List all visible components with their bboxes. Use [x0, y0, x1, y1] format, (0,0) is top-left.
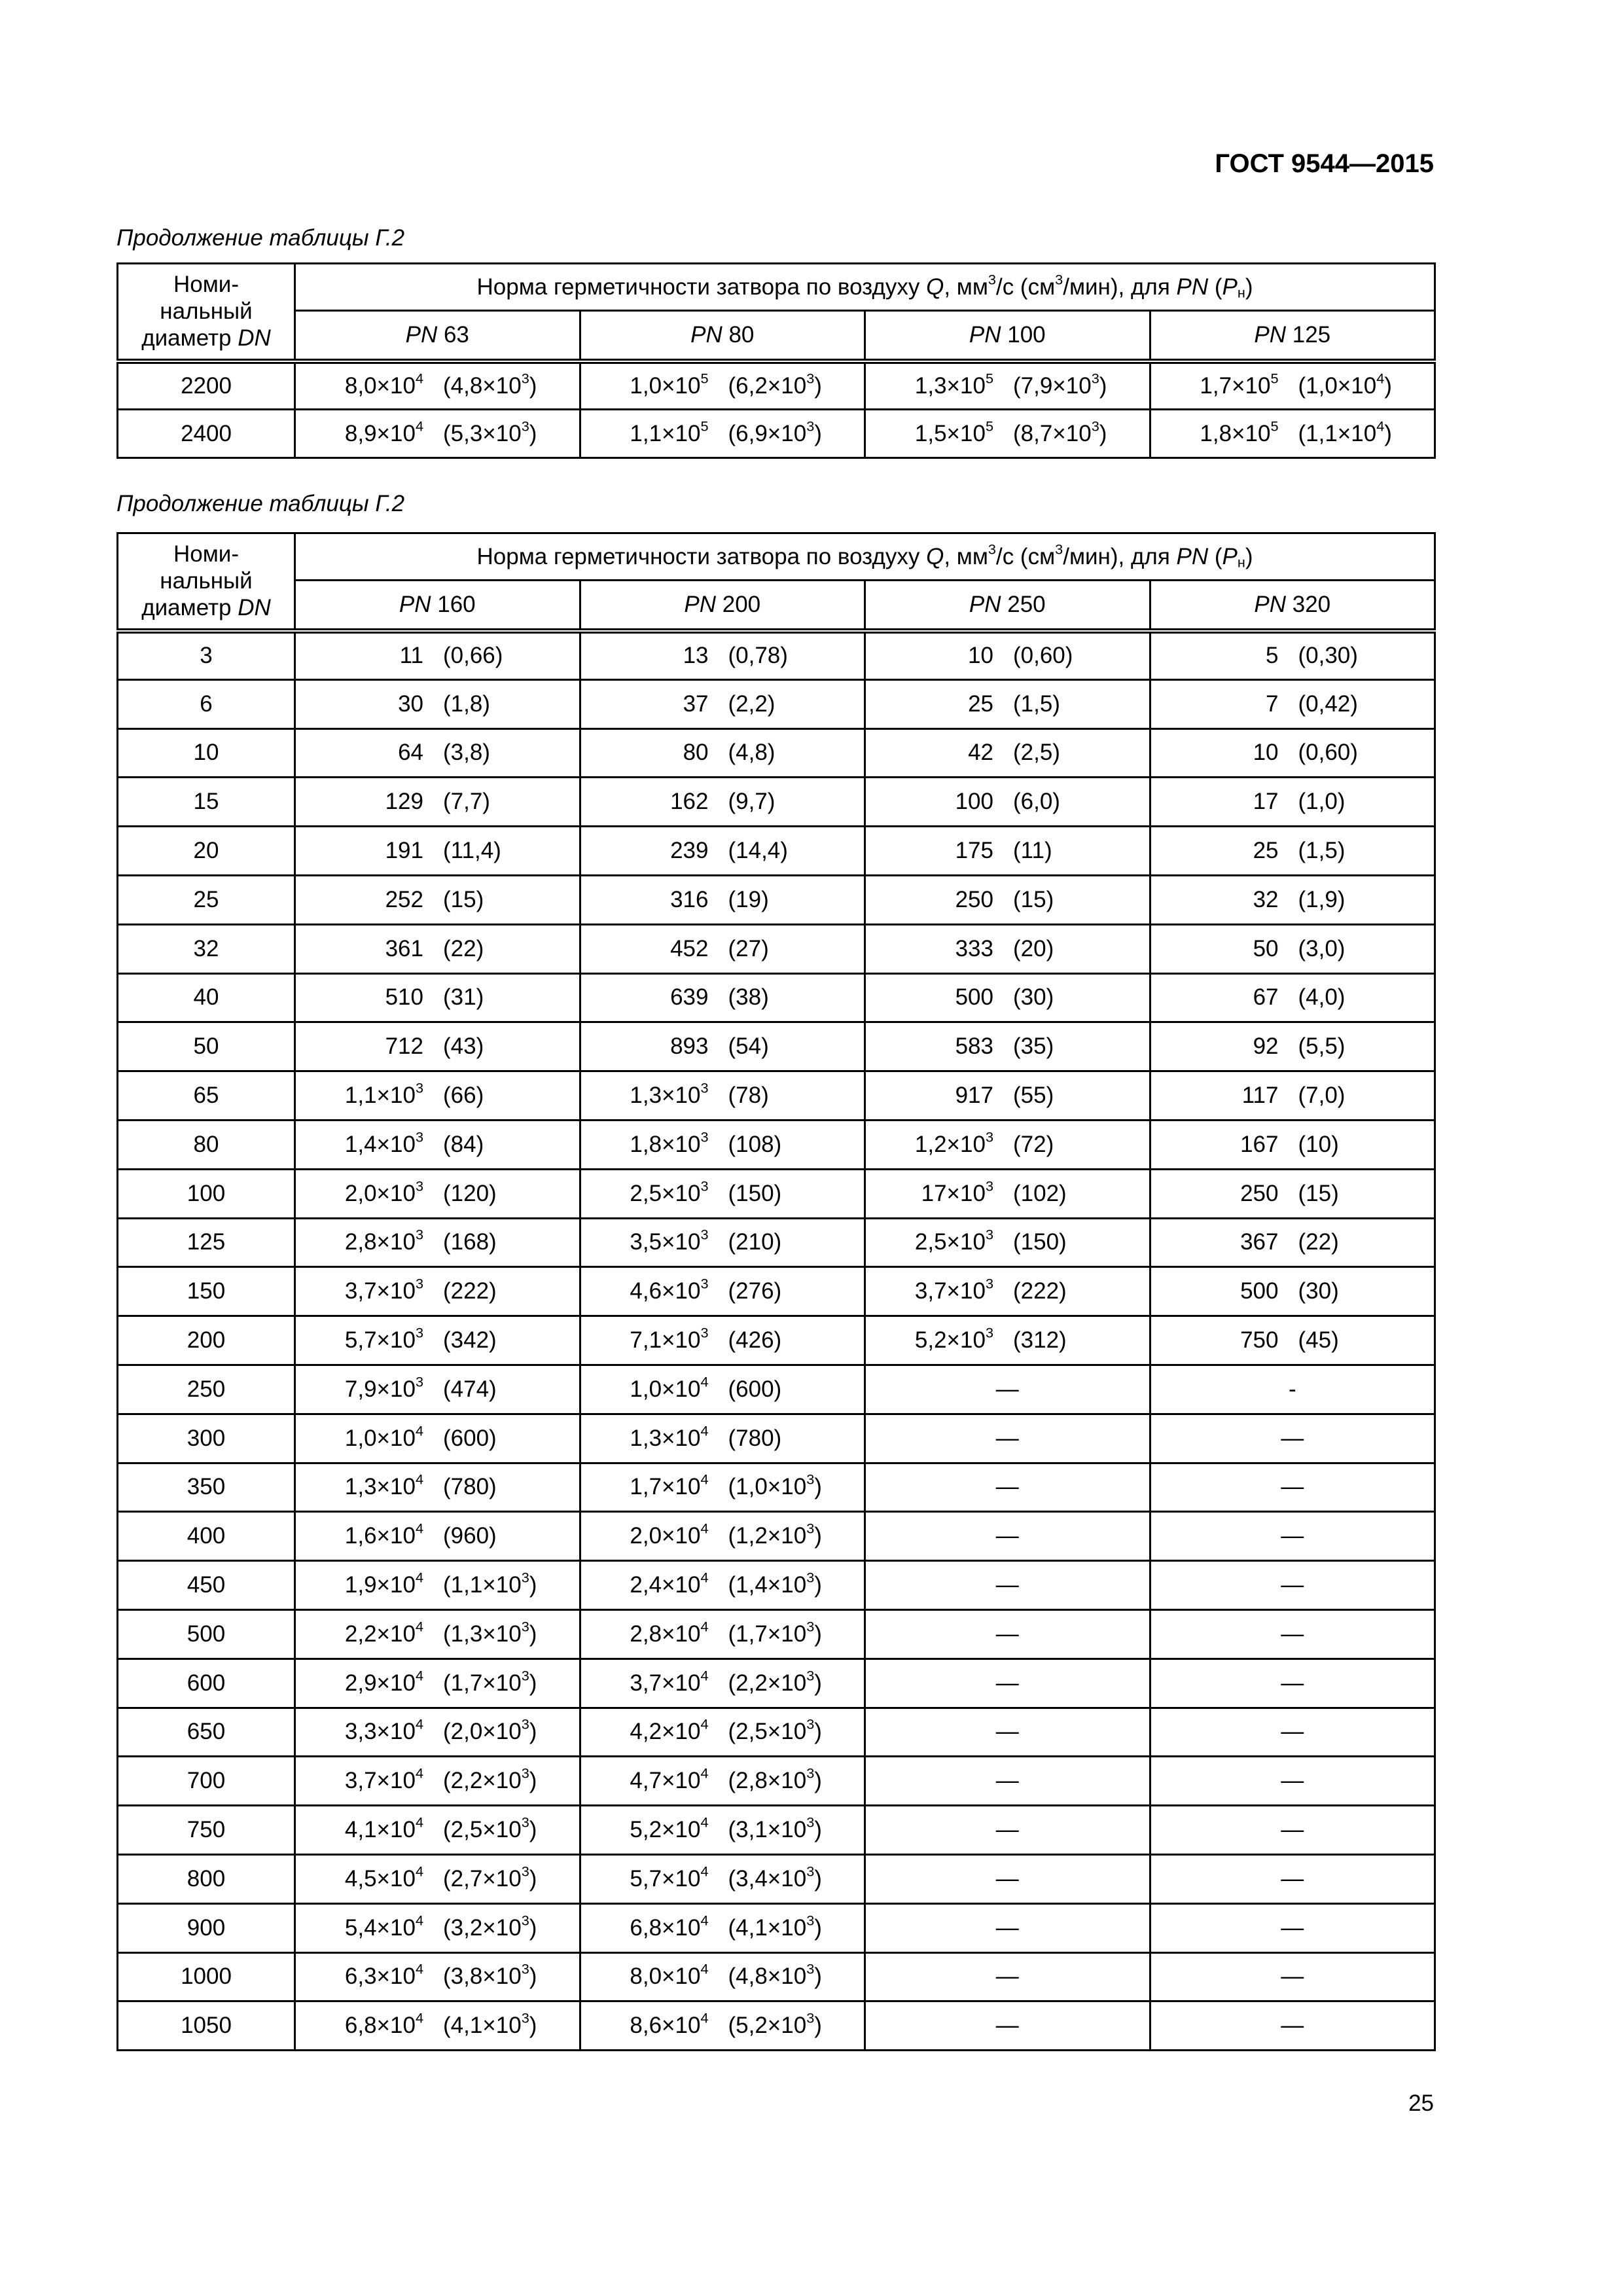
- leakage-value-cell: $2,8\times 10^4$ $(1,7\times 10^3)$: [580, 1609, 865, 1659]
- leakage-value-cell: 583 (35): [865, 1022, 1150, 1071]
- leakage-value-cell: $1,1\times 10^5$ $(6,9\times 10^3)$: [580, 410, 865, 458]
- leakage-value-cell: 639 (38): [580, 973, 865, 1022]
- leakage-value-cell: $3,3\times 10^4$ $(2,0\times 10^3)$: [295, 1708, 580, 1757]
- dn-cell: 500: [118, 1609, 295, 1659]
- table-row: [118, 1561, 1435, 1610]
- table-row: [118, 1609, 1435, 1659]
- table-row: [118, 728, 1435, 778]
- pn-column-header-1: PN 63: [295, 311, 580, 361]
- leakage-value-cell: —: [865, 1757, 1150, 1806]
- table-row: [118, 1316, 1435, 1365]
- dn-cell: 650: [118, 1708, 295, 1757]
- dn-cell: 40: [118, 973, 295, 1022]
- leakage-value-cell: 917 (55): [865, 1071, 1150, 1121]
- leakage-value-cell: $1,3\times 10^3$ (78): [580, 1071, 865, 1121]
- dn-cell: 250: [118, 1365, 295, 1414]
- dn-cell: 900: [118, 1903, 295, 1952]
- leakage-value-cell: $1,1\times 10^3$ (66): [295, 1071, 580, 1121]
- table2-body: [118, 631, 1435, 2051]
- table-row: [118, 2001, 1435, 2051]
- leakage-value-cell: $4,5\times 10^4$ $(2,7\times 10^3)$: [295, 1854, 580, 1903]
- leakage-value-cell: $5,7\times 10^4$ $(3,4\times 10^3)$: [580, 1854, 865, 1903]
- leakage-value-cell: 5 (0,30): [1150, 631, 1435, 680]
- pn-column-header-2: PN 200: [580, 581, 865, 631]
- leakage-value-cell: —: [1150, 1952, 1435, 2001]
- leakage-value-cell: $1,0\times 10^4$ (600): [295, 1414, 580, 1463]
- leakage-value-cell: —: [865, 1561, 1150, 1610]
- table-row: [118, 827, 1435, 876]
- leakage-value-cell: 250 (15): [1150, 1169, 1435, 1218]
- dn-cell: 15: [118, 778, 295, 827]
- dn-cell: 200: [118, 1316, 295, 1365]
- leakage-value-cell: 162 (9,7): [580, 778, 865, 827]
- leakage-value-cell: 361 (22): [295, 924, 580, 973]
- leakage-value-cell: 750 (45): [1150, 1316, 1435, 1365]
- leakage-value-cell: $2,4\times 10^4$ $(1,4\times 10^3)$: [580, 1561, 865, 1610]
- dn-cell: 150: [118, 1267, 295, 1316]
- leakage-value-cell: 500 (30): [865, 973, 1150, 1022]
- leakage-value-cell: —: [865, 1903, 1150, 1952]
- leakage-value-cell: $2,2\times 10^4$ $(1,3\times 10^3)$: [295, 1609, 580, 1659]
- leakage-value-cell: $5,2\times 10^3$ (312): [865, 1316, 1150, 1365]
- table-row: [118, 1365, 1435, 1414]
- leakage-value-cell: 11 (0,66): [295, 631, 580, 680]
- table-row: [118, 875, 1435, 924]
- leakage-value-cell: 92 (5,5): [1150, 1022, 1435, 1071]
- leakage-value-cell: $4,2\times 10^4$ $(2,5\times 10^3)$: [580, 1708, 865, 1757]
- dn-cell: 65: [118, 1071, 295, 1121]
- leakage-value-cell: 252 (15): [295, 875, 580, 924]
- leakage-value-cell: 167 (10): [1150, 1120, 1435, 1169]
- leakage-value-cell: $1,7\times 10^5$ $(1,0\times 10^4)$: [1150, 361, 1435, 410]
- leakage-value-cell: $6,8\times 10^4$ $(4,1\times 10^3)$: [295, 2001, 580, 2051]
- leakage-value-cell: $3,7\times 10^3$ (222): [295, 1267, 580, 1316]
- leakage-value-cell: $17\times 10^3$ (102): [865, 1169, 1150, 1218]
- pn-column-header-3: PN 100: [865, 311, 1150, 361]
- leakage-value-cell: $3,5\times 10^3$ (210): [580, 1218, 865, 1267]
- leakage-table-1: [116, 262, 1436, 459]
- leakage-value-cell: $1,2\times 10^3$ (72): [865, 1120, 1150, 1169]
- table-row: [118, 1218, 1435, 1267]
- leakage-value-cell: —: [865, 1414, 1150, 1463]
- leakage-table-2: [116, 532, 1436, 2051]
- leakage-value-cell: —: [1150, 1757, 1435, 1806]
- leakage-value-cell: $2,0\times 10^4$ $(1,2\times 10^3)$: [580, 1512, 865, 1561]
- dn-cell: 20: [118, 827, 295, 876]
- dn-cell: 32: [118, 924, 295, 973]
- table-row: [118, 1169, 1435, 1218]
- dn-cell: 1050: [118, 2001, 295, 2051]
- leakage-value-cell: -: [1150, 1365, 1435, 1414]
- leakage-value-cell: —: [1150, 1561, 1435, 1610]
- leakage-value-cell: —: [865, 1659, 1150, 1708]
- dn-cell: 300: [118, 1414, 295, 1463]
- leakage-value-cell: 10 (0,60): [865, 631, 1150, 680]
- leakage-value-cell: $4,7\times 10^4$ $(2,8\times 10^3)$: [580, 1757, 865, 1806]
- table1-caption: Продолжение таблицы Г.2: [116, 225, 405, 251]
- leakage-value-cell: $2,5\times 10^3$ (150): [865, 1218, 1150, 1267]
- pn-column-header-3: PN 250: [865, 581, 1150, 631]
- dn-cell: 2400: [118, 410, 295, 458]
- table-row: [118, 1854, 1435, 1903]
- leakage-value-cell: —: [865, 1806, 1150, 1855]
- leakage-value-cell: 175 (11): [865, 827, 1150, 876]
- leakage-value-cell: —: [1150, 1659, 1435, 1708]
- leakage-value-cell: —: [1150, 1854, 1435, 1903]
- dn-cell: 800: [118, 1854, 295, 1903]
- pn-header-row: [118, 311, 1435, 361]
- leakage-value-cell: —: [1150, 1512, 1435, 1561]
- dn-cell: 600: [118, 1659, 295, 1708]
- leakage-value-cell: —: [865, 1952, 1150, 2001]
- leakage-value-cell: $7,9\times 10^3$ (474): [295, 1365, 580, 1414]
- leakage-value-cell: $1,4\times 10^3$ (84): [295, 1120, 580, 1169]
- dn-cell: 350: [118, 1463, 295, 1512]
- leakage-value-cell: $8,0\times 10^4$ $(4,8\times 10^3)$: [295, 361, 580, 410]
- leakage-value-cell: 13 (0,78): [580, 631, 865, 680]
- table-row: [118, 1757, 1435, 1806]
- table-row: [118, 1952, 1435, 2001]
- table2-caption: Продолжение таблицы Г.2: [116, 491, 405, 516]
- leakage-value-cell: 367 (22): [1150, 1218, 1435, 1267]
- table-row: [118, 1071, 1435, 1121]
- leakage-value-cell: 893 (54): [580, 1022, 865, 1071]
- leakage-value-cell: $1,0\times 10^4$ (600): [580, 1365, 865, 1414]
- table-row: [118, 1022, 1435, 1071]
- dn-cell: 80: [118, 1120, 295, 1169]
- leakage-value-cell: 64 (3,8): [295, 728, 580, 778]
- pn-column-header-1: PN 160: [295, 581, 580, 631]
- dn-cell: 1000: [118, 1952, 295, 2001]
- pn-header-row: [118, 581, 1435, 631]
- leakage-value-cell: 452 (27): [580, 924, 865, 973]
- leakage-value-cell: $1,0\times 10^5$ $(6,2\times 10^3)$: [580, 361, 865, 410]
- table-row: [118, 1806, 1435, 1855]
- table-row: [118, 410, 1435, 458]
- leakage-value-cell: 7 (0,42): [1150, 679, 1435, 728]
- leakage-value-cell: 17 (1,0): [1150, 778, 1435, 827]
- leakage-value-cell: $1,8\times 10^5$ $(1,1\times 10^4)$: [1150, 410, 1435, 458]
- leakage-value-cell: —: [1150, 1414, 1435, 1463]
- leakage-value-cell: $8,9\times 10^4$ $(5,3\times 10^3)$: [295, 410, 580, 458]
- leakage-value-cell: 250 (15): [865, 875, 1150, 924]
- leakage-norm-header: Норма герметичности затвора по воздуху Q, $мм^3/с$ $(см^3/мин)$, для PN $(P_н)$: [295, 533, 1435, 581]
- table-row: [118, 1463, 1435, 1512]
- table-row: [118, 1903, 1435, 1952]
- leakage-value-cell: $2,0\times 10^3$ (120): [295, 1169, 580, 1218]
- table-row: [118, 1414, 1435, 1463]
- table-row: [118, 778, 1435, 827]
- dn-cell: 125: [118, 1218, 295, 1267]
- leakage-value-cell: —: [865, 1854, 1150, 1903]
- leakage-value-cell: —: [865, 1463, 1150, 1512]
- dn-cell: 25: [118, 875, 295, 924]
- leakage-value-cell: 316 (19): [580, 875, 865, 924]
- dn-cell: 450: [118, 1561, 295, 1610]
- dn-cell: 100: [118, 1169, 295, 1218]
- leakage-value-cell: $1,3\times 10^4$ (780): [580, 1414, 865, 1463]
- leakage-value-cell: $5,7\times 10^3$ (342): [295, 1316, 580, 1365]
- pn-column-header-4: PN 125: [1150, 311, 1435, 361]
- dn-cell: 700: [118, 1757, 295, 1806]
- dn-cell: 50: [118, 1022, 295, 1071]
- pn-column-header-2: PN 80: [580, 311, 865, 361]
- leakage-value-cell: 100 (6,0): [865, 778, 1150, 827]
- table-row: [118, 631, 1435, 680]
- table-row: [118, 1120, 1435, 1169]
- leakage-value-cell: $7,1\times 10^3$ (426): [580, 1316, 865, 1365]
- page-number: 25: [1408, 2090, 1434, 2116]
- leakage-value-cell: $2,8\times 10^3$ (168): [295, 1218, 580, 1267]
- leakage-value-cell: $2,9\times 10^4$ $(1,7\times 10^3)$: [295, 1659, 580, 1708]
- leakage-value-cell: 25 (1,5): [865, 679, 1150, 728]
- dn-cell: 10: [118, 728, 295, 778]
- leakage-value-cell: 239 (14,4): [580, 827, 865, 876]
- dn-column-header: Номи- нальный диаметр DN: [118, 533, 295, 631]
- leakage-value-cell: 510 (31): [295, 973, 580, 1022]
- leakage-value-cell: 191 (11,4): [295, 827, 580, 876]
- leakage-value-cell: $8,0\times 10^4$ $(4,8\times 10^3)$: [580, 1952, 865, 2001]
- table-row: [118, 1659, 1435, 1708]
- table-row: [118, 924, 1435, 973]
- leakage-value-cell: $5,4\times 10^4$ $(3,2\times 10^3)$: [295, 1903, 580, 1952]
- table-row: [118, 679, 1435, 728]
- leakage-value-cell: 25 (1,5): [1150, 827, 1435, 876]
- leakage-value-cell: $5,2\times 10^4$ $(3,1\times 10^3)$: [580, 1806, 865, 1855]
- table1-body: [118, 361, 1435, 458]
- leakage-value-cell: $1,8\times 10^3$ (108): [580, 1120, 865, 1169]
- leakage-value-cell: —: [865, 1512, 1150, 1561]
- leakage-value-cell: —: [865, 1609, 1150, 1659]
- leakage-value-cell: —: [865, 2001, 1150, 2051]
- leakage-value-cell: 10 (0,60): [1150, 728, 1435, 778]
- table-row: [118, 1512, 1435, 1561]
- leakage-value-cell: 30 (1,8): [295, 679, 580, 728]
- leakage-value-cell: $1,5\times 10^5$ $(8,7\times 10^3)$: [865, 410, 1150, 458]
- dn-cell: 750: [118, 1806, 295, 1855]
- leakage-value-cell: 712 (43): [295, 1022, 580, 1071]
- dn-cell: 6: [118, 679, 295, 728]
- leakage-value-cell: 500 (30): [1150, 1267, 1435, 1316]
- leakage-value-cell: $3,7\times 10^3$ (222): [865, 1267, 1150, 1316]
- leakage-value-cell: $6,3\times 10^4$ $(3,8\times 10^3)$: [295, 1952, 580, 2001]
- leakage-value-cell: —: [1150, 1609, 1435, 1659]
- leakage-value-cell: 80 (4,8): [580, 728, 865, 778]
- leakage-value-cell: $8,6\times 10^4$ $(5,2\times 10^3)$: [580, 2001, 865, 2051]
- leakage-value-cell: $4,1\times 10^4$ $(2,5\times 10^3)$: [295, 1806, 580, 1855]
- dn-cell: 400: [118, 1512, 295, 1561]
- leakage-value-cell: 50 (3,0): [1150, 924, 1435, 973]
- leakage-value-cell: —: [1150, 1806, 1435, 1855]
- leakage-value-cell: $1,9\times 10^4$ $(1,1\times 10^3)$: [295, 1561, 580, 1610]
- leakage-value-cell: —: [1150, 1903, 1435, 1952]
- leakage-value-cell: 129 (7,7): [295, 778, 580, 827]
- leakage-value-cell: 32 (1,9): [1150, 875, 1435, 924]
- leakage-norm-header: Норма герметичности затвора по воздуху Q, $мм^3/с$ $(см^3/мин)$, для PN $(P_н)$: [295, 264, 1435, 311]
- leakage-value-cell: $3,7\times 10^4$ $(2,2\times 10^3)$: [580, 1659, 865, 1708]
- leakage-value-cell: $2,5\times 10^3$ (150): [580, 1169, 865, 1218]
- dn-cell: 2200: [118, 361, 295, 410]
- leakage-value-cell: 117 (7,0): [1150, 1071, 1435, 1121]
- leakage-value-cell: $1,6\times 10^4$ (960): [295, 1512, 580, 1561]
- table-row: [118, 361, 1435, 410]
- pn-column-header-4: PN 320: [1150, 581, 1435, 631]
- dn-cell: 3: [118, 631, 295, 680]
- leakage-value-cell: $3,7\times 10^4$ $(2,2\times 10^3)$: [295, 1757, 580, 1806]
- leakage-value-cell: 42 (2,5): [865, 728, 1150, 778]
- leakage-value-cell: 67 (4,0): [1150, 973, 1435, 1022]
- table-row: [118, 973, 1435, 1022]
- leakage-value-cell: —: [865, 1365, 1150, 1414]
- leakage-value-cell: $1,3\times 10^5$ $(7,9\times 10^3)$: [865, 361, 1150, 410]
- leakage-value-cell: $1,7\times 10^4$ $(1,0\times 10^3)$: [580, 1463, 865, 1512]
- leakage-value-cell: $6,8\times 10^4$ $(4,1\times 10^3)$: [580, 1903, 865, 1952]
- leakage-value-cell: —: [1150, 1708, 1435, 1757]
- table-row: [118, 1708, 1435, 1757]
- document-code: ГОСТ 9544—2015: [1215, 149, 1434, 178]
- leakage-value-cell: $4,6\times 10^3$ (276): [580, 1267, 865, 1316]
- dn-column-header: Номи- нальный диаметр DN: [118, 264, 295, 361]
- leakage-value-cell: 37 (2,2): [580, 679, 865, 728]
- leakage-value-cell: —: [1150, 1463, 1435, 1512]
- leakage-value-cell: —: [865, 1708, 1150, 1757]
- leakage-value-cell: —: [1150, 2001, 1435, 2051]
- leakage-value-cell: 333 (20): [865, 924, 1150, 973]
- table-row: [118, 1267, 1435, 1316]
- leakage-value-cell: $1,3\times 10^4$ (780): [295, 1463, 580, 1512]
